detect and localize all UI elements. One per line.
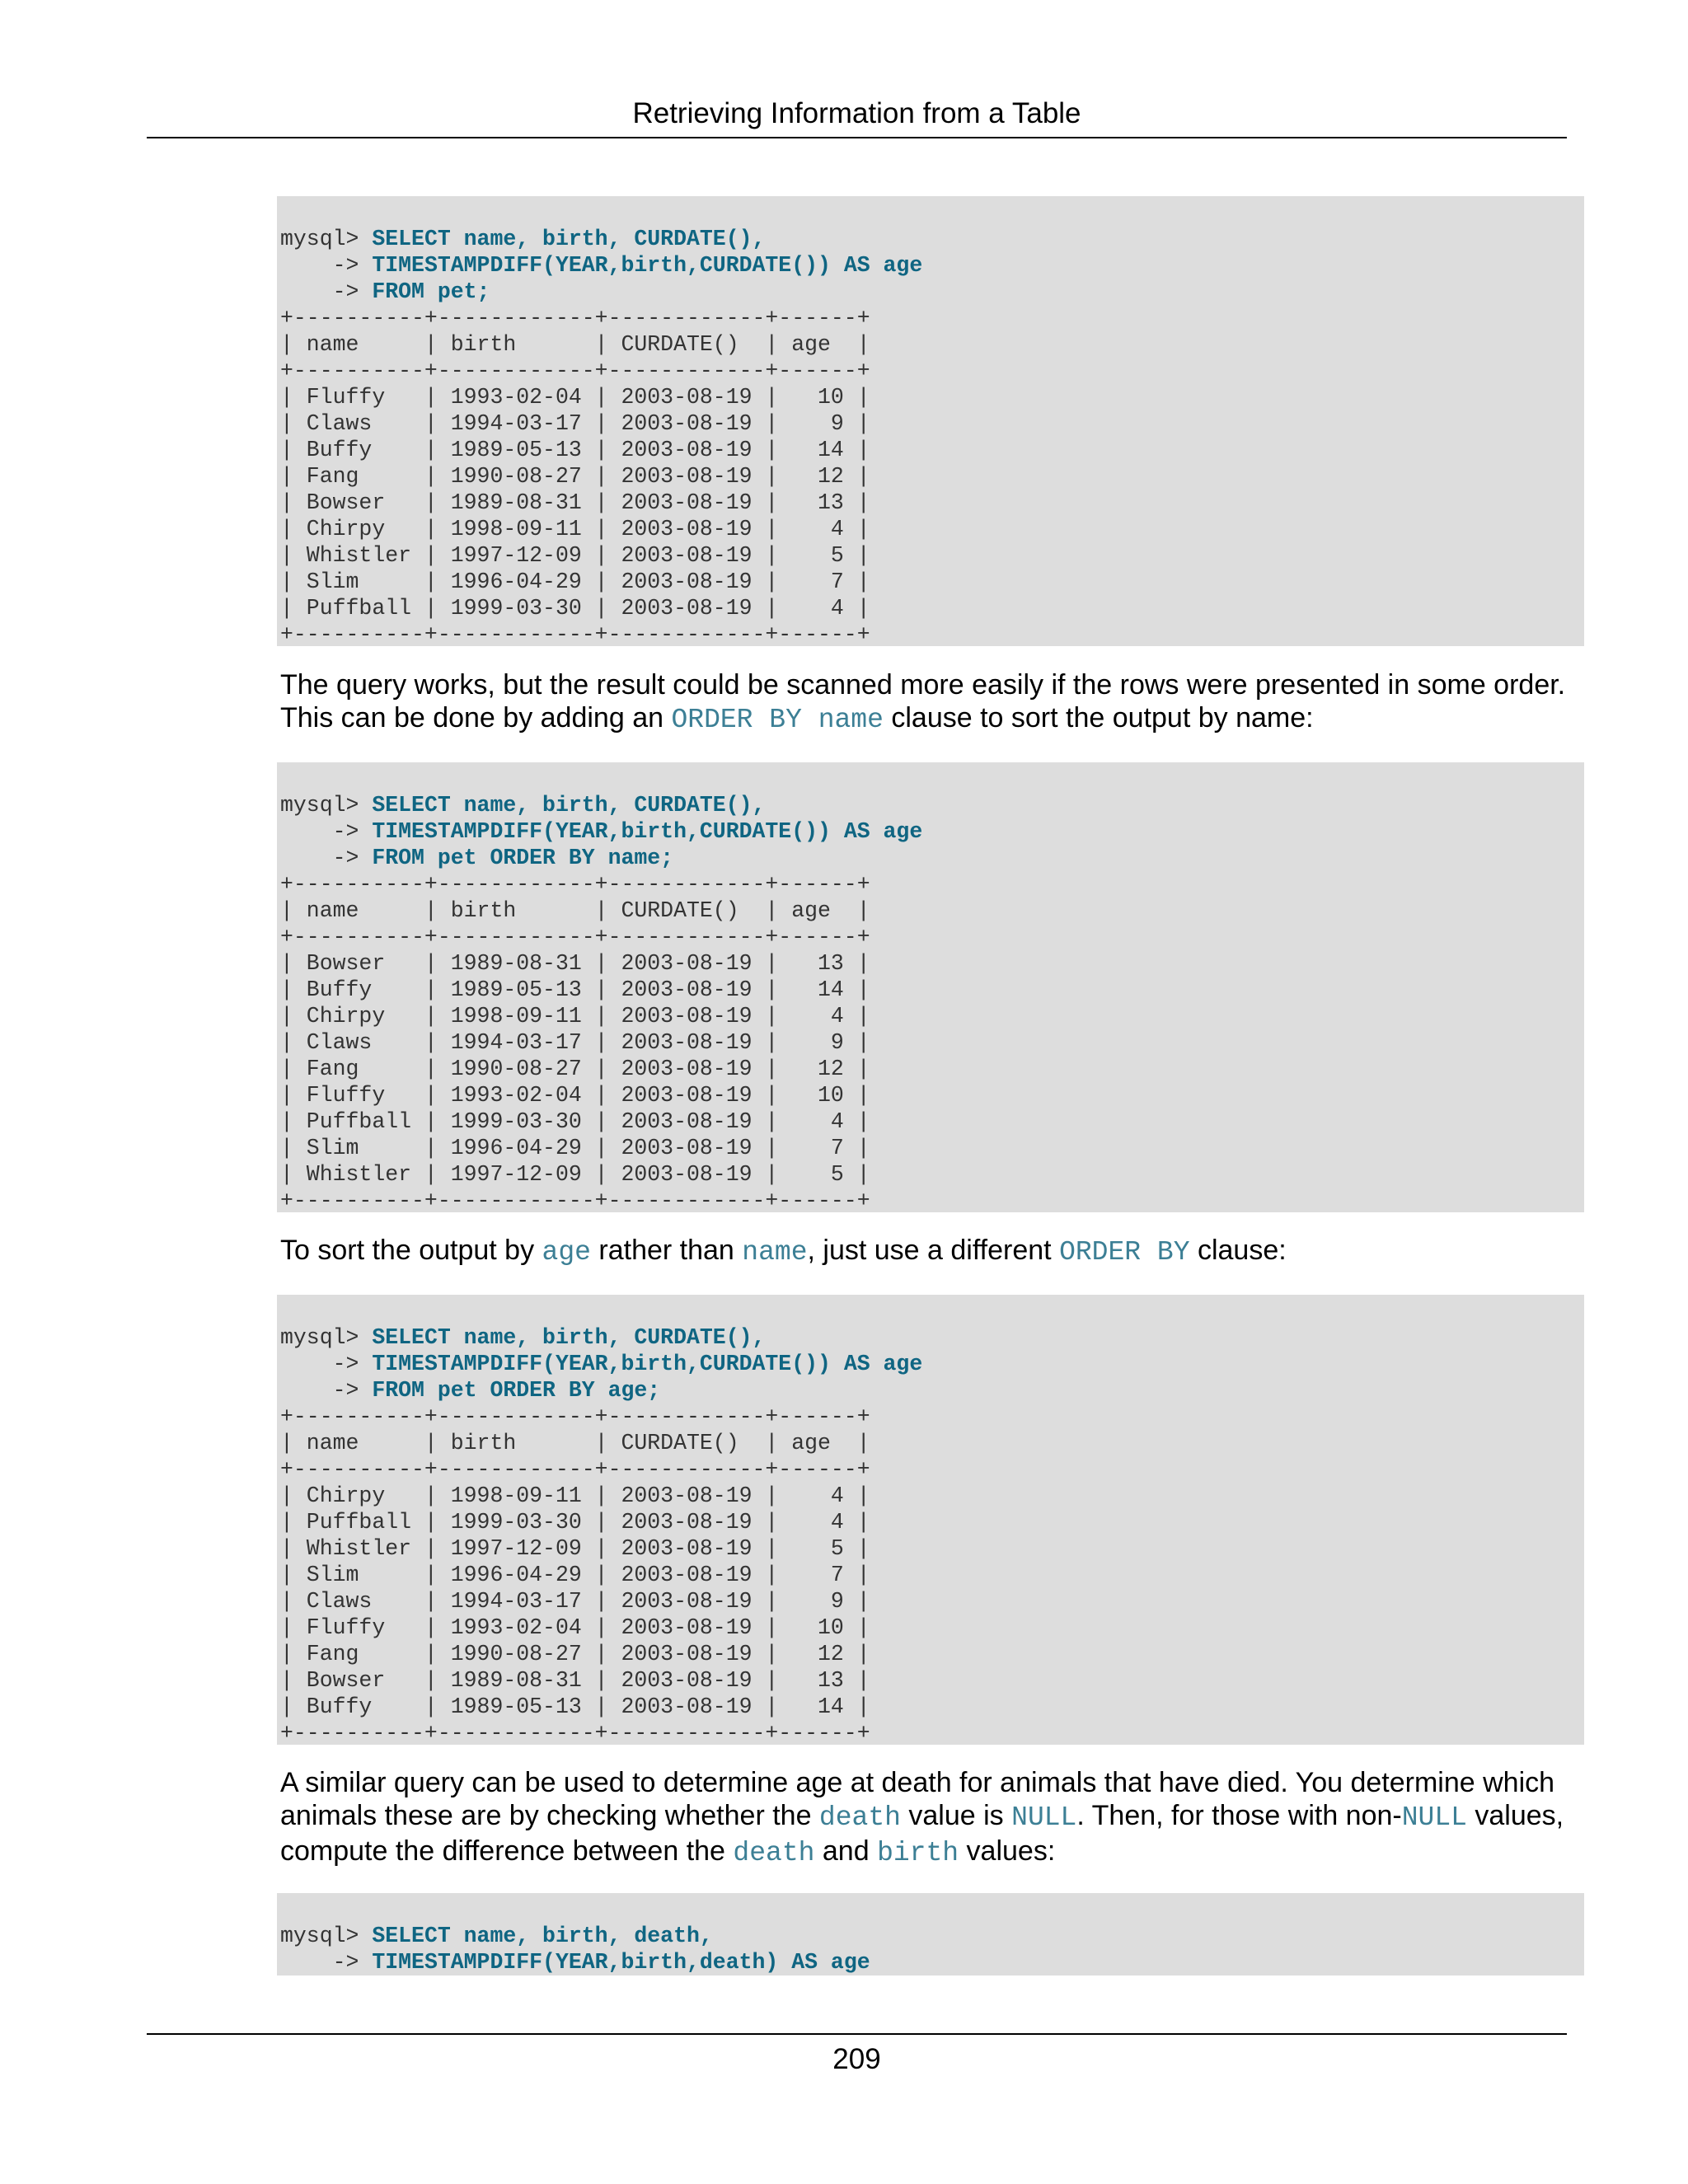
continuation-prompt: -> (280, 1352, 373, 1376)
code-line (280, 252, 1584, 279)
result-row: +----------+------------+------------+------+ (280, 306, 870, 330)
paragraph-text: The query works, but the result could be scanned more easily if the rows were presented in some order. (280, 669, 1566, 701)
result-row: | Slim | 1996-04-29 | 2003-08-19 | 7 | (280, 1136, 870, 1160)
inline-code: death (733, 1838, 815, 1868)
sql-statement: SELECT name, birth, death, (372, 1924, 713, 1948)
result-row: | Whistler | 1997-12-09 | 2003-08-19 | 5 | (280, 543, 870, 568)
result-row: +----------+------------+------------+------+ (280, 925, 870, 949)
code-line (280, 792, 1584, 818)
continuation-prompt: -> (280, 1950, 373, 1975)
inline-code: ORDER BY (1059, 1237, 1190, 1268)
result-row: | Fluffy | 1993-02-04 | 2003-08-19 | 10 | (280, 1083, 870, 1108)
paragraph-1 (280, 668, 1599, 737)
result-row: | Puffball | 1999-03-30 | 2003-08-19 | 4 | (280, 1510, 870, 1535)
paragraph-text: A similar query can be used to determine age at death for animals that have died. You determine which (280, 1767, 1555, 1798)
inline-code: birth (877, 1838, 959, 1868)
paragraph-text: . Then, for those with non- (1076, 1800, 1402, 1831)
result-row: +----------+------------+------------+------+ (280, 872, 870, 897)
result-row: | Claws | 1994-03-17 | 2003-08-19 | 9 | (280, 1030, 870, 1055)
result-row: +----------+------------+------------+------+ (280, 1457, 870, 1482)
paragraph-3 (280, 1766, 1599, 1870)
result-row: | Whistler | 1997-12-09 | 2003-08-19 | 5 | (280, 1162, 870, 1187)
page-title: Retrieving Information from a Table (632, 97, 1081, 129)
continuation-prompt: -> (280, 846, 373, 870)
sql-statement: SELECT name, birth, CURDATE(), (372, 1325, 766, 1350)
page-number: 209 (832, 2043, 881, 2075)
paragraph-2 (280, 1234, 1599, 1269)
result-row: | Puffball | 1999-03-30 | 2003-08-19 | 4 | (280, 596, 870, 621)
sql-statement: TIMESTAMPDIFF(YEAR,birth,CURDATE()) AS age (372, 819, 923, 844)
result-row: | Fang | 1990-08-27 | 2003-08-19 | 12 | (280, 464, 870, 489)
result-row: | Puffball | 1999-03-30 | 2003-08-19 | 4 | (280, 1109, 870, 1134)
code-line (280, 1324, 1584, 1351)
code-block-4 (277, 1893, 1584, 1975)
page-footer (147, 2033, 1567, 2076)
result-row: | Buffy | 1989-05-13 | 2003-08-19 | 14 | (280, 1694, 870, 1719)
result-row: | name | birth | CURDATE() | age | (280, 332, 870, 357)
paragraph-text: value is (900, 1800, 1012, 1831)
continuation-prompt: -> (280, 253, 373, 278)
continuation-prompt: -> (280, 279, 373, 304)
result-row: | name | birth | CURDATE() | age | (280, 1431, 870, 1455)
inline-code: name (742, 1237, 808, 1268)
code-line (280, 1923, 1584, 1949)
result-row: | Slim | 1996-04-29 | 2003-08-19 | 7 | (280, 1563, 870, 1587)
page-header (147, 91, 1567, 138)
result-row: | Whistler | 1997-12-09 | 2003-08-19 | 5 | (280, 1536, 870, 1561)
continuation-prompt: -> (280, 819, 373, 844)
result-row: | Buffy | 1989-05-13 | 2003-08-19 | 14 | (280, 438, 870, 462)
prompt: mysql> (280, 1325, 373, 1350)
paragraph-text: clause: (1189, 1235, 1287, 1266)
paragraph-text: values: (959, 1835, 1056, 1867)
result-row: | name | birth | CURDATE() | age | (280, 898, 870, 923)
paragraph-text: This can be done by adding an (280, 702, 672, 733)
paragraph-text: , just use a different (807, 1235, 1060, 1266)
result-row: | Fang | 1990-08-27 | 2003-08-19 | 12 | (280, 1057, 870, 1081)
result-row: | Claws | 1994-03-17 | 2003-08-19 | 9 | (280, 1589, 870, 1614)
code-block-2 (277, 762, 1584, 1212)
prompt: mysql> (280, 793, 373, 818)
paragraph-text: compute the difference between the (280, 1835, 734, 1867)
sql-statement: TIMESTAMPDIFF(YEAR,birth,CURDATE()) AS age (372, 1352, 923, 1376)
sql-statement: FROM pet ORDER BY name; (372, 846, 674, 870)
result-row: +----------+------------+------------+------+ (280, 1721, 870, 1745)
code-line (280, 1949, 1584, 1975)
code-block-1 (277, 196, 1584, 646)
inline-code: NULL (1401, 1802, 1467, 1833)
prompt: mysql> (280, 1924, 373, 1948)
result-row: +----------+------------+------------+------+ (280, 1188, 870, 1212)
paragraph-text: animals these are by checking whether the (280, 1800, 819, 1831)
sql-statement: TIMESTAMPDIFF(YEAR,birth,CURDATE()) AS age (372, 253, 923, 278)
code-line (280, 1377, 1584, 1404)
code-line (280, 818, 1584, 845)
result-row: | Chirpy | 1998-09-11 | 2003-08-19 | 4 | (280, 1483, 870, 1508)
code-block-3 (277, 1295, 1584, 1745)
code-line (280, 845, 1584, 871)
inline-code: ORDER BY name (671, 705, 884, 735)
result-row: | Bowser | 1989-08-31 | 2003-08-19 | 13 | (280, 951, 870, 976)
result-row: | Bowser | 1989-08-31 | 2003-08-19 | 13 | (280, 490, 870, 515)
result-row: +----------+------------+------------+------+ (280, 1404, 870, 1429)
result-row: | Fluffy | 1993-02-04 | 2003-08-19 | 10 | (280, 385, 870, 410)
result-row: +----------+------------+------------+------+ (280, 359, 870, 383)
inline-code: age (542, 1237, 591, 1268)
result-row: | Fang | 1990-08-27 | 2003-08-19 | 12 | (280, 1642, 870, 1666)
code-line (280, 1351, 1584, 1377)
code-line (280, 279, 1584, 305)
inline-code: death (818, 1802, 901, 1833)
sql-statement: SELECT name, birth, CURDATE(), (372, 227, 766, 251)
sql-statement: FROM pet ORDER BY age; (372, 1378, 661, 1403)
result-row: | Buffy | 1989-05-13 | 2003-08-19 | 14 | (280, 977, 870, 1002)
paragraph-text: values, (1466, 1800, 1564, 1831)
result-row: | Claws | 1994-03-17 | 2003-08-19 | 9 | (280, 411, 870, 436)
result-row: | Bowser | 1989-08-31 | 2003-08-19 | 13 | (280, 1668, 870, 1693)
result-row: | Chirpy | 1998-09-11 | 2003-08-19 | 4 | (280, 517, 870, 541)
sql-statement: FROM pet; (372, 279, 490, 304)
result-row: | Slim | 1996-04-29 | 2003-08-19 | 7 | (280, 569, 870, 594)
continuation-prompt: -> (280, 1378, 373, 1403)
paragraph-text: rather than (590, 1235, 743, 1266)
sql-statement: SELECT name, birth, CURDATE(), (372, 793, 766, 818)
inline-code: NULL (1011, 1802, 1077, 1833)
paragraph-text: To sort the output by (280, 1235, 542, 1266)
result-row: +----------+------------+------------+------+ (280, 622, 870, 646)
code-line (280, 226, 1584, 252)
sql-statement: TIMESTAMPDIFF(YEAR,birth,death) AS age (372, 1950, 870, 1975)
paragraph-text: clause to sort the output by name: (883, 702, 1314, 733)
result-row: | Chirpy | 1998-09-11 | 2003-08-19 | 4 | (280, 1004, 870, 1029)
paragraph-text: and (814, 1835, 878, 1867)
result-row: | Fluffy | 1993-02-04 | 2003-08-19 | 10 | (280, 1615, 870, 1640)
prompt: mysql> (280, 227, 373, 251)
